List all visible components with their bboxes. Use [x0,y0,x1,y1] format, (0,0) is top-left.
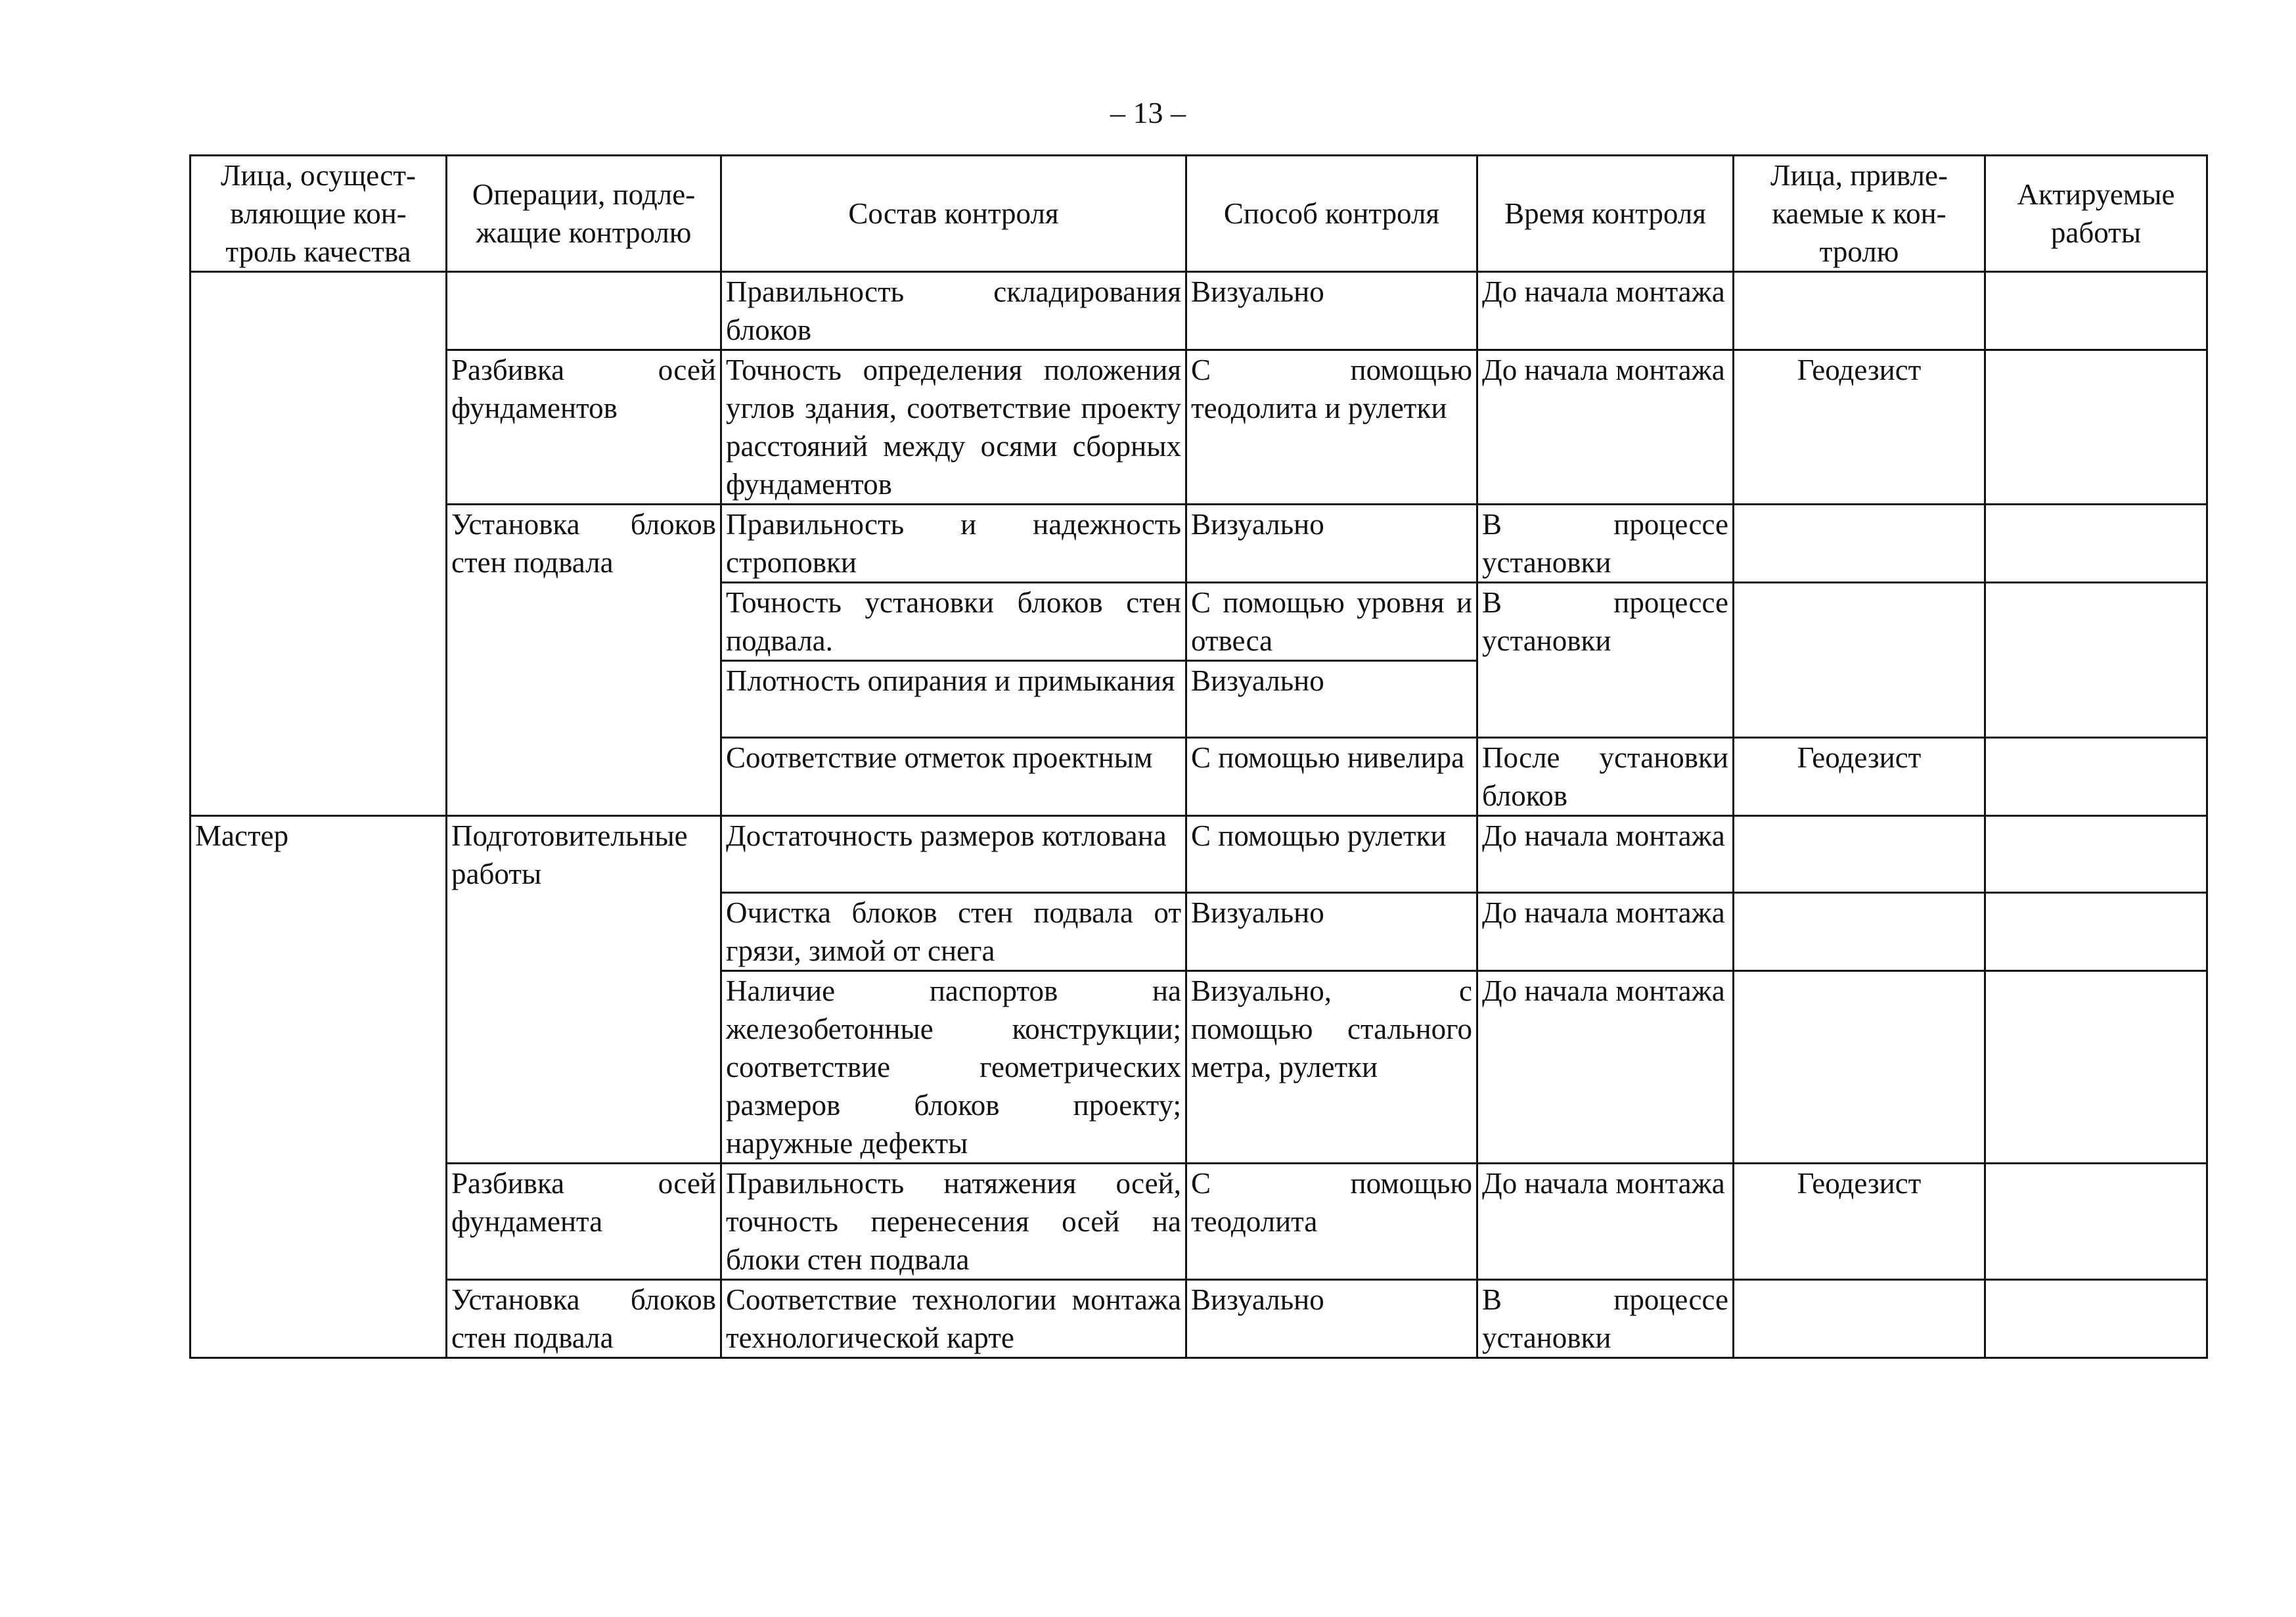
involved-cell [1734,1280,1985,1358]
time-cell: В процессе установки [1477,583,1734,738]
time-cell: До начала монтажа [1477,893,1734,971]
involved-cell: Геодезист [1734,738,1985,816]
certified-cell [1985,971,2207,1164]
header-time: Время контроля [1477,156,1734,272]
involved-cell: Геодезист [1734,1164,1985,1280]
operation-cell: Подготовительные работы [447,816,721,1164]
method-cell: Визуально [1186,893,1477,971]
certified-cell [1985,816,2207,893]
person-cell: Мастер [191,816,447,1358]
composition-cell: Соответствие технологии монтажа технологической карте [721,1280,1186,1358]
header-operations: Операции, подле- жащие контролю [447,156,721,272]
certified-cell [1985,893,2207,971]
certified-cell [1985,1164,2207,1280]
method-cell: Визуально, с помощью стального метра, рулетки [1186,971,1477,1164]
involved-cell [1734,505,1985,583]
page-number: – 13 – [1110,96,1186,129]
involved-cell: Геодезист [1734,350,1985,505]
table-row [191,1164,2207,1280]
operation-cell: Установка блоков стен подвала [447,1280,721,1358]
composition-cell: Наличие паспортов на железобетонные конструкции; соответствие геометрических размеров блоков проекту; наружные дефекты [721,971,1186,1164]
operation-cell: Разбивка осей фундамента [447,1164,721,1280]
involved-cell [1734,583,1985,738]
composition-cell: Достаточность размеров котлована [721,816,1186,893]
involved-cell [1734,971,1985,1164]
method-cell: С помощью нивелира [1186,738,1477,816]
composition-cell: Точность определения положения углов здания, соответствие проекту расстояний между осями сборных фундаментов [721,350,1186,505]
certified-cell [1985,272,2207,350]
involved-cell [1734,272,1985,350]
method-cell: С помощью рулетки [1186,816,1477,893]
header-certified-works: Актируемые работы [1985,156,2207,272]
header-composition: Состав контроля [721,156,1186,272]
time-cell: До начала монтажа [1477,816,1734,893]
certified-cell [1985,583,2207,738]
time-cell: До начала монтажа [1477,971,1734,1164]
time-cell: До начала монтажа [1477,350,1734,505]
person-cell [191,272,447,816]
table-row [191,816,2207,893]
method-cell: Визуально [1186,505,1477,583]
method-cell: Визуально [1186,1280,1477,1358]
certified-cell [1985,1280,2207,1358]
method-cell: Визуально [1186,661,1477,738]
operation-cell [447,272,721,350]
operation-cell: Разбивка осей фундаментов [447,350,721,505]
time-cell: В процессе установки [1477,1280,1734,1358]
table-row [191,350,2207,505]
method-cell: С помощью теодолита [1186,1164,1477,1280]
composition-cell: Точность установки блоков стен подвала. [721,583,1186,661]
certified-cell [1985,505,2207,583]
certified-cell [1985,350,2207,505]
method-cell: Визуально [1186,272,1477,350]
method-cell: С помощью теодолита и рулетки [1186,350,1477,505]
time-cell: В процессе установки [1477,505,1734,583]
header-inspectors: Лица, осущест- вляющие кон- троль качества [191,156,447,272]
time-cell: После установки блоков [1477,738,1734,816]
composition-cell: Соответствие отметок проектным [721,738,1186,816]
quality-control-table [189,154,2208,1359]
composition-cell: Правильность складирования блоков [721,272,1186,350]
method-cell: С помощью уровня и отвеса [1186,583,1477,661]
time-cell: До начала монтажа [1477,1164,1734,1280]
time-cell: До начала монтажа [1477,272,1734,350]
composition-cell: Очистка блоков стен подвала от грязи, зимой от снега [721,893,1186,971]
certified-cell [1985,738,2207,816]
header-involved: Лица, привле- каемые к кон- тролю [1734,156,1985,272]
composition-cell: Правильность и надежность строповки [721,505,1186,583]
composition-cell: Правильность натяжения осей, точность перенесения осей на блоки стен подвала [721,1164,1186,1280]
composition-cell: Плотность опирания и примыкания [721,661,1186,738]
table-header-row [191,156,2207,272]
operation-cell: Установка блоков стен подвала [447,505,721,816]
table-row [191,272,2207,350]
involved-cell [1734,893,1985,971]
table-row [191,505,2207,583]
header-method: Способ контроля [1186,156,1477,272]
involved-cell [1734,816,1985,893]
table-row [191,1280,2207,1358]
